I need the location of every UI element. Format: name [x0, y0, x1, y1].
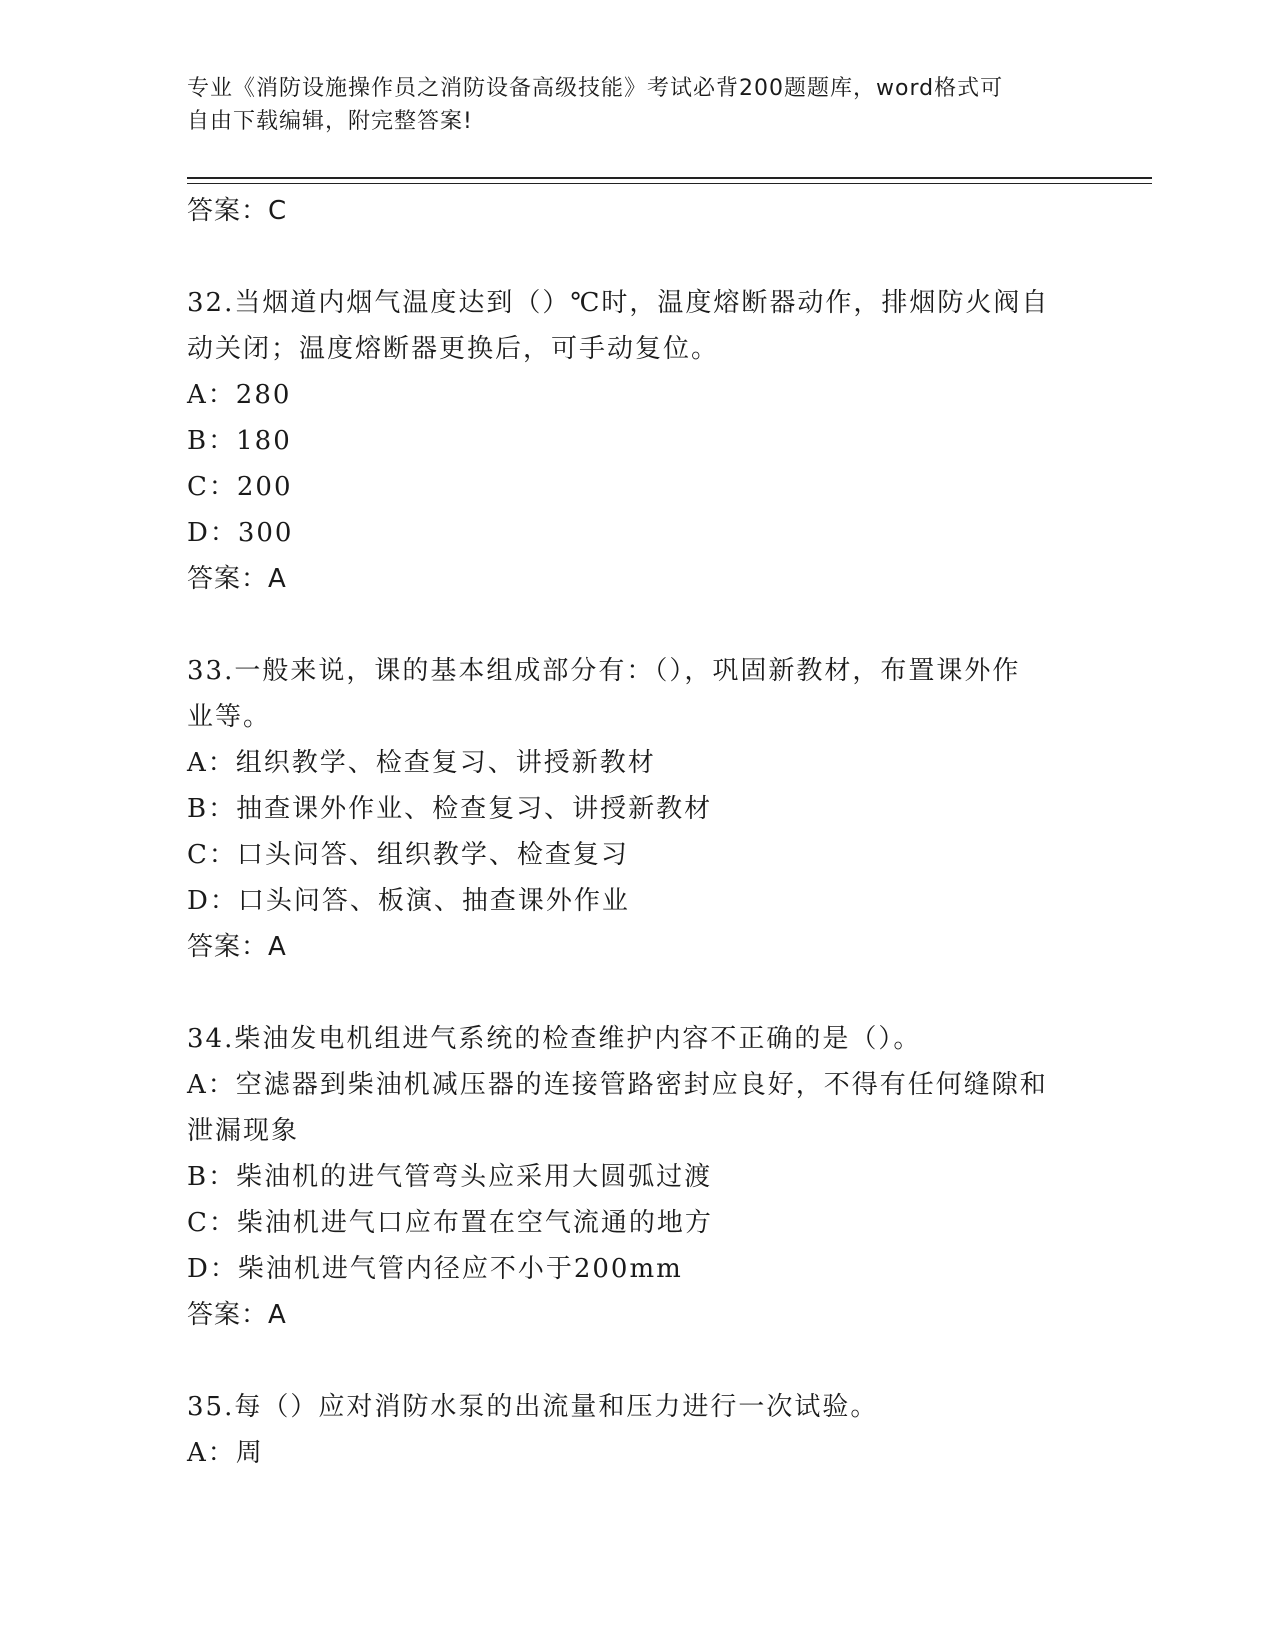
answer-31: 答案：C	[187, 196, 288, 226]
question-33-option-a: A：组织教学、检查复习、讲授新教材	[187, 748, 656, 778]
question-34-stem: 34.柴油发电机组进气系统的检查维护内容不正确的是（）。	[187, 1024, 922, 1054]
question-35-option-a: A：周	[187, 1438, 264, 1468]
question-34-option-a-line-2: 泄漏现象	[187, 1116, 300, 1146]
question-33-option-c: C：口头问答、组织教学、检查复习	[187, 840, 629, 870]
question-32-stem-line-1: 32.当烟道内烟气温度达到（）℃时，温度熔断器动作，排烟防火阀自	[187, 288, 1050, 318]
question-34-option-c: C：柴油机进气口应布置在空气流通的地方	[187, 1208, 713, 1238]
document-header	[187, 72, 1067, 138]
header-divider-thin	[187, 183, 1152, 184]
question-35-stem: 35.每（）应对消防水泵的出流量和压力进行一次试验。	[187, 1392, 879, 1422]
question-34	[187, 1016, 1087, 1338]
question-33-stem-line-2: 业等。	[187, 702, 272, 732]
question-33-option-d: D：口头问答、板演、抽查课外作业	[187, 886, 630, 916]
question-32-stem-line-2: 动关闭；温度熔断器更换后，可手动复位。	[187, 334, 720, 364]
header-divider-thick	[187, 177, 1152, 179]
question-list	[187, 188, 1087, 1476]
question-34-option-d: D：柴油机进气管内径应不小于200mm	[187, 1254, 683, 1284]
question-32-answer: 答案：A	[187, 564, 287, 594]
header-line-2: 自由下载编辑，附完整答案!	[187, 109, 473, 134]
question-32	[187, 280, 1087, 602]
question-34-answer: 答案：A	[187, 1300, 287, 1330]
question-34-option-b: B：柴油机的进气管弯头应采用大圆弧过渡	[187, 1162, 713, 1192]
question-33-option-b: B：抽查课外作业、检查复习、讲授新教材	[187, 794, 713, 824]
header-line-1: 专业《消防设施操作员之消防设备高级技能》考试必背200题题库，word格式可	[187, 76, 1004, 101]
question-32-option-c: C：200	[187, 472, 293, 502]
question-32-option-b: B：180	[187, 426, 292, 456]
question-33-answer: 答案：A	[187, 932, 287, 962]
question-33-stem-line-1: 33.一般来说，课的基本组成部分有：（），巩固新教材，布置课外作	[187, 656, 1021, 686]
question-34-option-a-line-1: A：空滤器到柴油机减压器的连接管路密封应良好，不得有任何缝隙和	[187, 1070, 1048, 1100]
question-35	[187, 1384, 1087, 1476]
question-33	[187, 648, 1087, 970]
question-32-option-d: D：300	[187, 518, 294, 548]
question-32-option-a: A：280	[187, 380, 292, 410]
